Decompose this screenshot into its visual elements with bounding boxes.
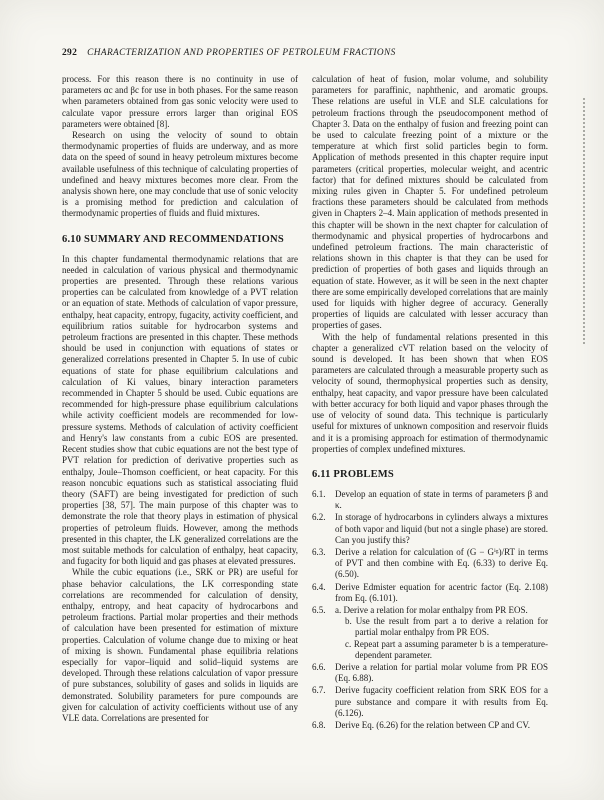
paragraph: With the help of fundamental relations presented in this chapter a generalized cVT relation based on the velocity of sound is developed. It has been shown that when EOS parameters are calculated through a measurable property such as velocity of sound, thermophysical properties such as density, enthalpy, heat capacity, and vapor pressure have been calculated with better accuracy for both liquid and vapor phases through the use of velocity of sound data. This technique is particularly useful for mixtures of unknown composition and reservoir fluids and it is a promising approach for estimation of thermodynamic properties of complex undefined mixtures.: [312, 331, 548, 454]
problem-label: 6.5.: [312, 604, 326, 615]
problem-label: 6.6.: [312, 661, 326, 672]
problems-list: [312, 489, 548, 731]
section-heading-6-11: 6.11 PROBLEMS: [312, 468, 394, 480]
page-number: 292: [62, 48, 78, 58]
running-title: CHARACTERIZATION AND PROPERTIES OF PETROLEUM FRACTIONS: [87, 48, 396, 58]
left-column: [62, 74, 298, 732]
problem-item-6-1: [312, 489, 548, 511]
problem-item-6-2: [312, 512, 548, 546]
paragraph: While the cubic equations (i.e., SRK or PR) are useful for phase behavior calculations, the LK corresponding state correlations are recommended for calculation of density, enthalpy, entropy, and heat capacity of hydrocarbons and petroleum fractions. Partial molar properties and their methods of calculation have been presented for estimation of mixture properties. Calculation of volume change due to mixing or heat of mixing is shown. Fundamental phase equilibria relations especially for vapor–liquid and solid–liquid systems are developed. Through these relations calculation of vapor pressure of pure substances, solubility of gases and solids in liquids are demonstrated. Solubility parameters for pure compounds are given for calculation of activity coefficients without use of any VLE data. Correlations are presented for: [62, 567, 298, 723]
problem-text: Derive Eq. (6.26) for the relation between CP and CV.: [335, 719, 530, 730]
section-heading-6-10: 6.10 SUMMARY AND RECOMMENDATIONS: [62, 233, 284, 245]
problem-label: 6.1.: [312, 488, 326, 499]
problem-text: Derive fugacity coefficient relation from SRK EOS for a pure substance and compare it with results from Eq. (6.126).: [335, 685, 548, 718]
problem-label: 6.7.: [312, 685, 326, 696]
scan-artifact-dotted-line: [583, 98, 585, 344]
problem-label: 6.8.: [312, 719, 326, 730]
paragraph-continuation: calculation of heat of fusion, molar volume, and solubility parameters for paraffinic, naphthenic, and aromatic groups. These relations are useful in VLE and SLE calculations for petroleum fractions through the pseudocomponent method of Chapter 3. Data on the enthalpy of fusion and freezing point can be used to calculate freezing point of a mixture or the temperature at which first solid particles begin to form. Application of methods presented in this chapter require input parameters (critical properties, molecular weight, and acentric factor) that for defined mixtures should be calculated from mixing rules given in Chapter 5. For undefined petroleum fractions these parameters should be calculated from methods given in Chapters 2–4. Main application of methods presented in this chapter will be shown in the next chapter for calculation of thermodynamic and physical properties of hydrocarbons and undefined petroleum fractions. The main characteristic of relations shown in this chapter is that they can be used for prediction of properties of both gases and liquids through an equation of state. However, as it will be seen in the next chapter there are some empirically developed correlations that are mainly used for liquids with higher degree of accuracy. Generally properties of liquids are calculated with lesser accuracy than properties of gases.: [312, 74, 548, 331]
paragraph-continuation: process. For this reason there is no continuity in use of parameters αc and βc for use in both phases. For the same reason when parameters obtained from gas sonic velocity were used to calculate vapor pressure errors larger than original EOS parameters were obtained [8].: [62, 74, 298, 129]
problem-text: Derive Edmister equation for acentric factor (Eq. 2.108) from Eq. (6.101).: [335, 581, 548, 603]
paragraph: Research on using the velocity of sound to obtain thermodynamic properties of fluids are underway, and as more data on the speed of sound in heavy petroleum mixtures become available usefulness of this technique of calculating properties of undefined and heavy mixtures becomes more clear. From the analysis shown here, one may conclude that use of sonic velocity is a promising method for prediction and calculation of thermodynamic properties of fluids and fluid mixtures.: [62, 130, 298, 219]
two-column-body: [62, 74, 548, 732]
problem-item-6-7: [312, 685, 548, 719]
problem-subitem-c: c. Repeat part a assuming parameter b is a temperature-dependent parameter.: [345, 638, 548, 660]
problem-item-6-6: [312, 662, 548, 684]
right-column: [312, 74, 548, 732]
page-header: [62, 48, 548, 58]
problem-label: 6.2.: [312, 512, 326, 523]
problem-text: a. Derive a relation for molar enthalpy from PR EOS.: [335, 604, 528, 615]
problem-text: Develop an equation of state in terms of parameters β and κ.: [335, 488, 548, 511]
problem-text: Derive a relation for calculation of (G − Gⁱᵍ)/RT in terms of PVT and then combine with Eq. (6.33) to derive Eq. (6.50).: [335, 546, 548, 580]
problem-item-6-5: [312, 605, 548, 661]
problem-label: 6.3.: [312, 546, 326, 557]
problem-item-6-8: [312, 720, 548, 731]
problem-label: 6.4.: [312, 581, 326, 592]
paragraph: In this chapter fundamental thermodynamic relations that are needed in calculation of various physical and thermodynamic properties are presented. Through these relations various properties can be calculated from knowledge of a PVT relation or an equation of state. Methods of calculation of vapor pressure, enthalpy, heat capacity, entropy, fugacity, activity coefficient, and equilibrium ratios suitable for hydrocarbon systems and petroleum fractions are presented in this chapter. These methods should be used in conjunction with equations of states or generalized correlations presented in Chapter 5. In use of cubic equations of state for phase equilibrium calculations and calculation of Ki values, binary interaction parameters recommended in Chapter 5 should be used. Cubic equations are recommended for high-pressure phase equilibrium calculations while activity coefficient models are recommended for low-pressure systems. Methods of calculation of activity coefficient and Henry's law constants from a cubic EOS are presented. Recent studies show that cubic equations are not the best type of PVT relation for prediction of derivative properties such as enthalpy, Joule–Thomson coefficient, or heat capacity. For this reason noncubic equations such as statistical associating fluid theory (SAFT) are being investigated for prediction of such properties [38, 57]. The main purpose of this chapter was to demonstrate the role that theory plays in estimation of physical properties of petroleum fluids. However, among the methods presented in this chapter, the LK generalized correlations are the most suitable methods for calculation of enthalpy, heat capacity, and fugacity for both liquid and gas phases at elevated pressures.: [62, 253, 298, 567]
problem-item-6-3: [312, 547, 548, 581]
problem-subitem-b: b. Use the result from part a to derive a relation for partial molar enthalpy from PR EOS.: [345, 616, 548, 638]
problem-text: In storage of hydrocarbons in cylinders always a mixtures of both vapor and liquid (but not a single phase) are stored. Can you justify this?: [335, 512, 548, 545]
problem-item-6-4: [312, 582, 548, 604]
problem-text: Derive a relation for partial molar volume from PR EOS (Eq. 6.88).: [335, 661, 548, 684]
